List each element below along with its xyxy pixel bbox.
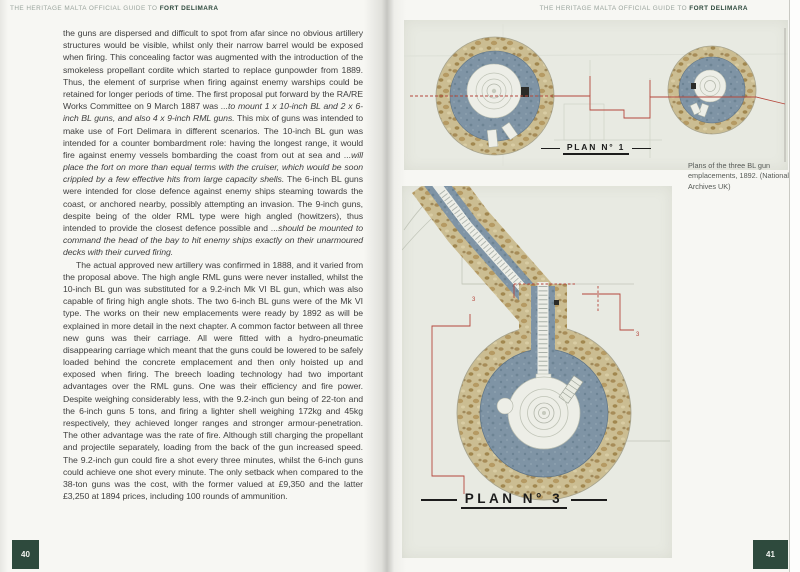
gun-position-marker (521, 87, 529, 97)
label-dash (632, 148, 651, 150)
paragraph-1-text: The 6-inch BL guns were intended for close defence against enemy ships steaming towards the coast, or anchored nearby, possibly attempting an invasion. The 9-inch guns, despite being of the older RML type were high angled (howitzers), thus intended to provide the closest defence possible and (63, 174, 363, 233)
plan3-label-text: PLAN N° 3 (461, 491, 567, 509)
plan3-label (406, 491, 622, 509)
gun-position-marker (554, 300, 559, 305)
running-head-prefix: THE HERITAGE MALTA OFFICIAL GUIDE TO (10, 5, 160, 12)
figure-caption: Plans of the three BL gun emplacements, 1892. (National Archives UK) (688, 161, 789, 191)
paragraph-2-text: The actual approved new artillery was confirmed in 1888, and it varied from the proposal above. The high angle RML guns were never installed, whilst the 10-inch BL gun was substituted for a 9.2-inch Mk VI BL gun, which was also capable of firing high angle shots. The two 6-inch BL guns were of the Mk VI type. The works on their new emplacements were ready by 1892 as will be explained in more detail in the next chapter. A common factor between all three new guns was their carriage. All were fitted with a hydro-pneumatic disappearing carriage which meant that the guns could be lowered to be safely loaded behind the concrete emplacement and then only hoisted up and exposed when firing. The breech loading technology had two important advantages over the RML guns. One was their efficiency and fire power. Despite weighing considerably less, with the 9.2-inch gun being of 22-ton and the 6-inch guns 5 tons, and firing a lighter shell weighing 172kg and 45kg respectively, they achieved longer ranges and stronger armour-penetration. The other advantage was the rate of fire. Although still charging the propellant and projectile separately, loading from the back of the gun increased speed. The 9.2-inch gun could fire a shot every three minutes, whilst the 6-inch guns could achieve one shot every minute. The only setback when compared to the 38-ton guns was the cost, with the former valued at £9,350 and the latter £3,250 at 1894 prices, including 100 rounds of ammunition. (63, 259, 363, 502)
red-ref-number: 3 (472, 297, 476, 303)
page-number-left: 40 (12, 540, 39, 569)
plan1-emplacement-small (668, 46, 756, 134)
quote-cruiser: ...will place the fort on more than equal terms with the cruiser, which would be soon crippled by a few effective hits from large capacity shells. (63, 149, 363, 185)
page-edge-left (0, 0, 8, 572)
red-ref-number: 3 (636, 332, 640, 338)
running-head-title: FORT DELIMARA (689, 5, 748, 12)
gun-position-marker (691, 83, 696, 89)
running-head-right (540, 5, 748, 12)
quote-bay: ...should be mounted to command the head of the bay to hit enemy ships exactly on their unarmoured decks with their curved firing. (63, 223, 363, 258)
paragraph-1-text: This mix of guns was intended to make use of Fort Delimara in different scenarios. The 10-inch BL gun was intended for a counter bombardment role: having the longest range, it would fire against enemy vessels bombarding the coast from out at sea and (63, 113, 363, 160)
quote-proposal: ...to mount 1 x 10-inch BL and 2 x 6-inch BL guns, and also 4 x 9-inch RML guns. (63, 101, 363, 124)
label-dash (571, 499, 607, 501)
page-number-right: 41 (753, 540, 788, 569)
paragraph-1-text: the guns are dispersed and difficult to spot from afar since no obvious artillery structures would be visible, whilst only their narrow barrel would be exposed when firing. This concealing factor was augmented with the introduction of the smokeless propellant cordite which started to replace gunpowder from 1889. Thus, the element of surprise when firing against enemy warships could be retained for longer periods of time. The first proposal put forward by the RA/RE Works Committee on 9 March 1887 was (63, 28, 363, 112)
plan1-label-text: PLAN N° 1 (563, 142, 629, 155)
running-head-title: FORT DELIMARA (159, 5, 219, 12)
running-head-prefix: THE HERITAGE MALTA OFFICIAL GUIDE TO (539, 5, 690, 12)
book-gutter-shadow (364, 0, 406, 572)
paragraph-1 (63, 27, 363, 259)
page-edge-right (789, 0, 800, 572)
paragraph-2 (63, 259, 363, 503)
label-dash (541, 148, 560, 150)
body-text (63, 27, 363, 502)
plan1-label (538, 142, 654, 155)
running-head-left (10, 5, 218, 12)
label-dash (421, 499, 457, 501)
